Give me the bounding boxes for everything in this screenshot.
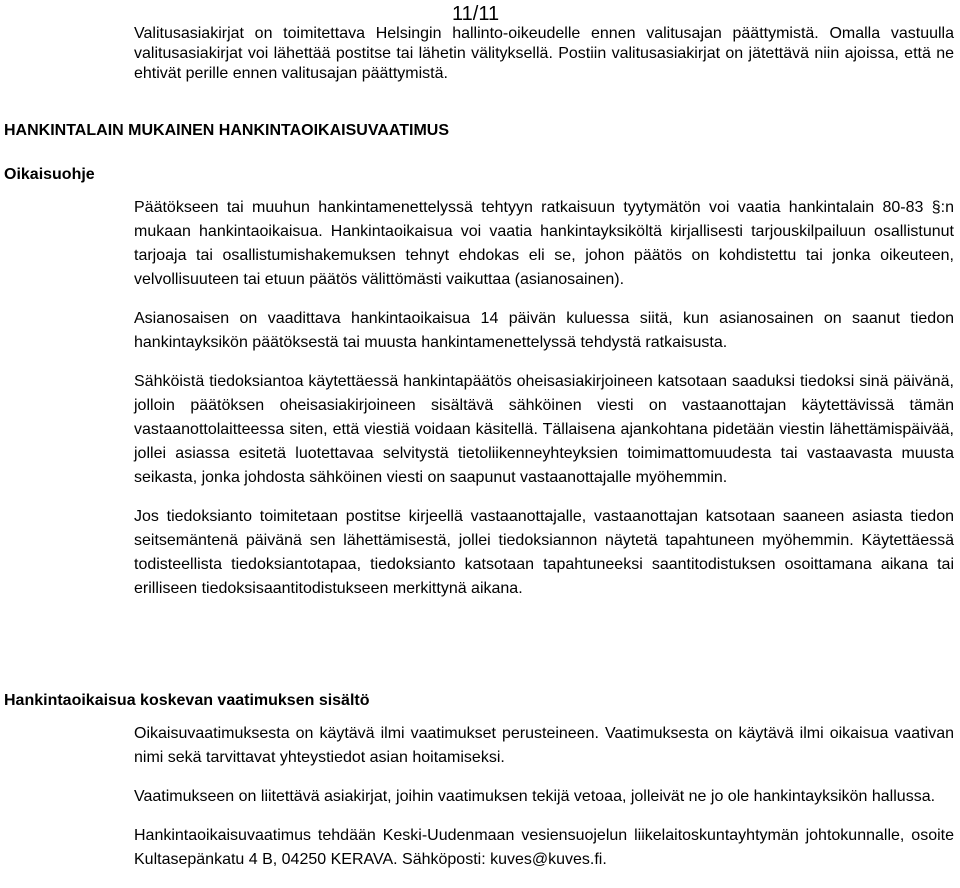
section-heading: HANKINTALAIN MUKAINEN HANKINTAOIKAISUVAATIMUS [4, 122, 450, 139]
paragraph: Oikaisuvaatimuksesta on käytävä ilmi vaatimukset perusteineen. Vaatimuksesta on käytävä ilmi oikaisua vaativan nimi sekä tarvittavat yhteystiedot asian hoitamiseksi. [134, 725, 954, 766]
page-number: 11/11 [452, 3, 500, 25]
oikaisuohje-body [134, 196, 954, 616]
paragraph: Hankintaoikaisuvaatimus tehdään Keski-Uudenmaan vesiensuojelun liikelaitoskuntayhtymän johtokunnalle, osoite Kultasepänkatu 4 B, 04250 KERAVA. Sähköposti: kuves@kuves.fi. [134, 827, 954, 868]
oikaisuohje-heading: Oikaisuohje [4, 166, 95, 183]
sisalto-body [134, 722, 954, 887]
paragraph: Päätökseen tai muuhun hankintamenettelyssä tehtyyn ratkaisuun tyytymätön voi vaatia hankintalain 80-83 §:n mukaan hankintaoikaisua. Hankintaoikaisua voi vaatia hankintayksiköltä kirjallisesti tarjouskilpailuun osallistunut tarjoaja tai osallistumishakemuksen tehnyt ehdokas eli se, johon päätös on kohdistettu tai jonka oikeuteen, velvollisuuteen tai etuun päätös välittömästi vaikuttaa (asianosainen). [134, 199, 954, 288]
intro-paragraph: Valitusasiakirjat on toimitettava Helsingin hallinto-oikeudelle ennen valitusajan päättymistä. Omalla vastuulla valitusasiakirjat voi lähettää postitse tai lähetin välityksellä. Postiin valitusasiakirjat on jätettävä niin ajoissa, että ne ehtivät perille ennen valitusajan päättymistä. [134, 25, 954, 82]
paragraph: Vaatimukseen on liitettävä asiakirjat, joihin vaatimuksen tekijä vetoaa, jolleivät ne jo ole hankintayksikön hallussa. [134, 788, 936, 805]
paragraph: Asianosaisen on vaadittava hankintaoikaisua 14 päivän kuluessa siitä, kun asianosainen on saanut tiedon hankintayksikön päätöksestä tai muusta hankintamenettelyssä tehdystä ratkaisusta. [134, 310, 954, 351]
sisalto-heading: Hankintaoikaisua koskevan vaatimuksen sisältö [4, 692, 370, 709]
paragraph: Sähköistä tiedoksiantoa käytettäessä hankintapäätös oheisasiakirjoineen katsotaan saaduksi tiedoksi sinä päivänä, jolloin päätöksen oheisasiakirjoineen sisältävä sähköinen viesti on vastaanottajan käytettävissä tämän vastaanottolaitteessa siten, että viestiä voidaan käsitellä. Tällaisena ajankohtana pidetään viestin lähettämispäivää, jollei asiassa esitetä luotettavaa selvitystä tietoliikenneyhteyksien toimimattomuudesta tai vastaavasta muusta seikasta, jonka johdosta sähköinen viesti on saapunut vastaanottajalle myöhemmin. [134, 373, 954, 486]
paragraph: Jos tiedoksianto toimitetaan postitse kirjeellä vastaanottajalle, vastaanottajan katsotaan saaneen asiasta tiedon seitsemäntenä päivänä sen lähettämisestä, jollei tiedoksiannon näytetä tapahtuneen myöhemmin. Käytettäessä todisteellista tiedoksiantotapaa, tiedoksianto katsotaan tapahtuneeksi saantitodistuksen osoittamana aikana tai erilliseen tiedoksisaantitodistukseen merkittynä aikana. [134, 508, 954, 597]
